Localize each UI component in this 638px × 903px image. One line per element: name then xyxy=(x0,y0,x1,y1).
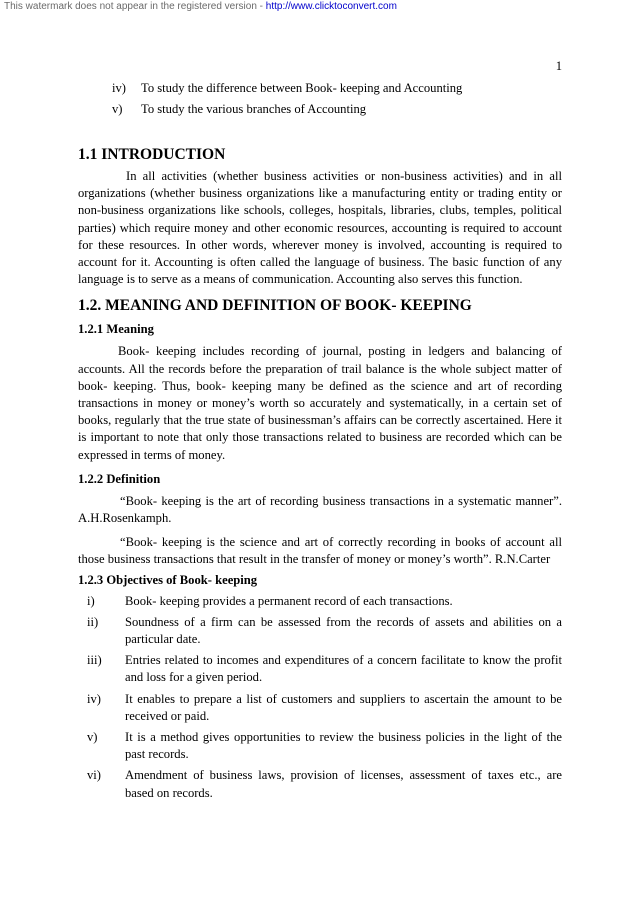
list-item-number: i) xyxy=(87,593,95,608)
list-item-text: Amendment of business laws, provision of licenses, assessment of taxes etc., are based on records. xyxy=(125,768,562,800)
meaning-subheading: 1.2.1 Meaning xyxy=(78,322,154,337)
objectives-list xyxy=(78,593,562,802)
watermark-notice xyxy=(4,1,397,13)
objectives-subheading: 1.2.3 Objectives of Book- keeping xyxy=(78,572,258,587)
list-item-number: vi) xyxy=(87,768,101,783)
introduction-paragraph: In all activities (whether business activities or non-business activities) and in all organizations (whether business organizations like a manufacturing entity or trading entity or non-business organizations like schools, colleges, hospitals, libraries, clubs, temples, political parties) which require money and other economic resources, accounting is required to account for these resources. In other words, wherever money is involved, accounting is required to account for it. Accounting is often called the language of business. The basic function of any language is to serve as a means of communication. Accounting also serves this function. xyxy=(78,169,562,287)
list-item xyxy=(78,614,562,648)
list-item xyxy=(78,593,562,610)
objectives-list-top xyxy=(112,80,562,122)
list-item-text: Book- keeping provides a permanent record of each transactions. xyxy=(125,593,453,608)
meaning-paragraph: Book- keeping includes recording of journal, posting in ledgers and balancing of accounts. All the records before the preparation of trail balance is the whole subject matter of book- keeping. Thus, book- keeping many be defined as the science and art of recording transactions in money or money’s worth so accurately and systematically, in a certain set of books, regularly that the true state of businessman’s affairs can be correctly ascertained. Here it is important to note that only those transactions related to business are recorded which can be expressed in terms of money. xyxy=(78,344,562,462)
list-item-number: iii) xyxy=(87,653,102,668)
list-item xyxy=(112,80,562,101)
list-item xyxy=(78,767,562,801)
page-number: 1 xyxy=(555,59,562,73)
definition-subheading: 1.2.2 Definition xyxy=(78,471,161,486)
list-item-number: ii) xyxy=(87,614,99,629)
list-item-number: v) xyxy=(112,102,123,116)
list-item-number: iv) xyxy=(87,691,101,706)
list-item-text: To study the various branches of Accounting xyxy=(141,102,367,116)
list-item-text: Soundness of a firm can be assessed from the records of assets and abilities on a particular date. xyxy=(125,614,562,647)
list-item-text: It is a method gives opportunities to review the business policies in the light of the past records. xyxy=(125,730,562,762)
definition-quote-carter: “Book- keeping is the science and art of correctly recording in books of account all those business transactions that result in the transfer of money or money’s worth”. R.N.Carter xyxy=(78,535,562,567)
watermark-text: This watermark does not appear in the registered version - xyxy=(4,1,266,12)
list-item-text: Entries related to incomes and expenditures of a concern facilitate to know the profit and loss for a given period. xyxy=(125,653,562,685)
list-item-number: v) xyxy=(87,730,98,745)
document-body xyxy=(78,145,562,806)
list-item xyxy=(78,652,562,686)
watermark-link[interactable]: http://www.clicktoconvert.com xyxy=(265,1,397,12)
introduction-heading: 1.1 INTRODUCTION xyxy=(78,146,226,163)
definition-quote-rosenkamph: “Book- keeping is the art of recording business transactions in a systematic manner”. A.H.Rosenkamph. xyxy=(78,493,562,526)
meaning-definition-heading: 1.2. MEANING AND DEFINITION OF BOOK- KEEPING xyxy=(78,297,472,315)
list-item xyxy=(78,729,562,763)
list-item-text: To study the difference between Book- keeping and Accounting xyxy=(141,81,463,95)
list-item xyxy=(112,101,562,122)
list-item-number: iv) xyxy=(112,81,126,95)
list-item-text: It enables to prepare a list of customers and suppliers to ascertain the amount to be received or paid. xyxy=(125,691,562,723)
list-item xyxy=(78,691,562,725)
